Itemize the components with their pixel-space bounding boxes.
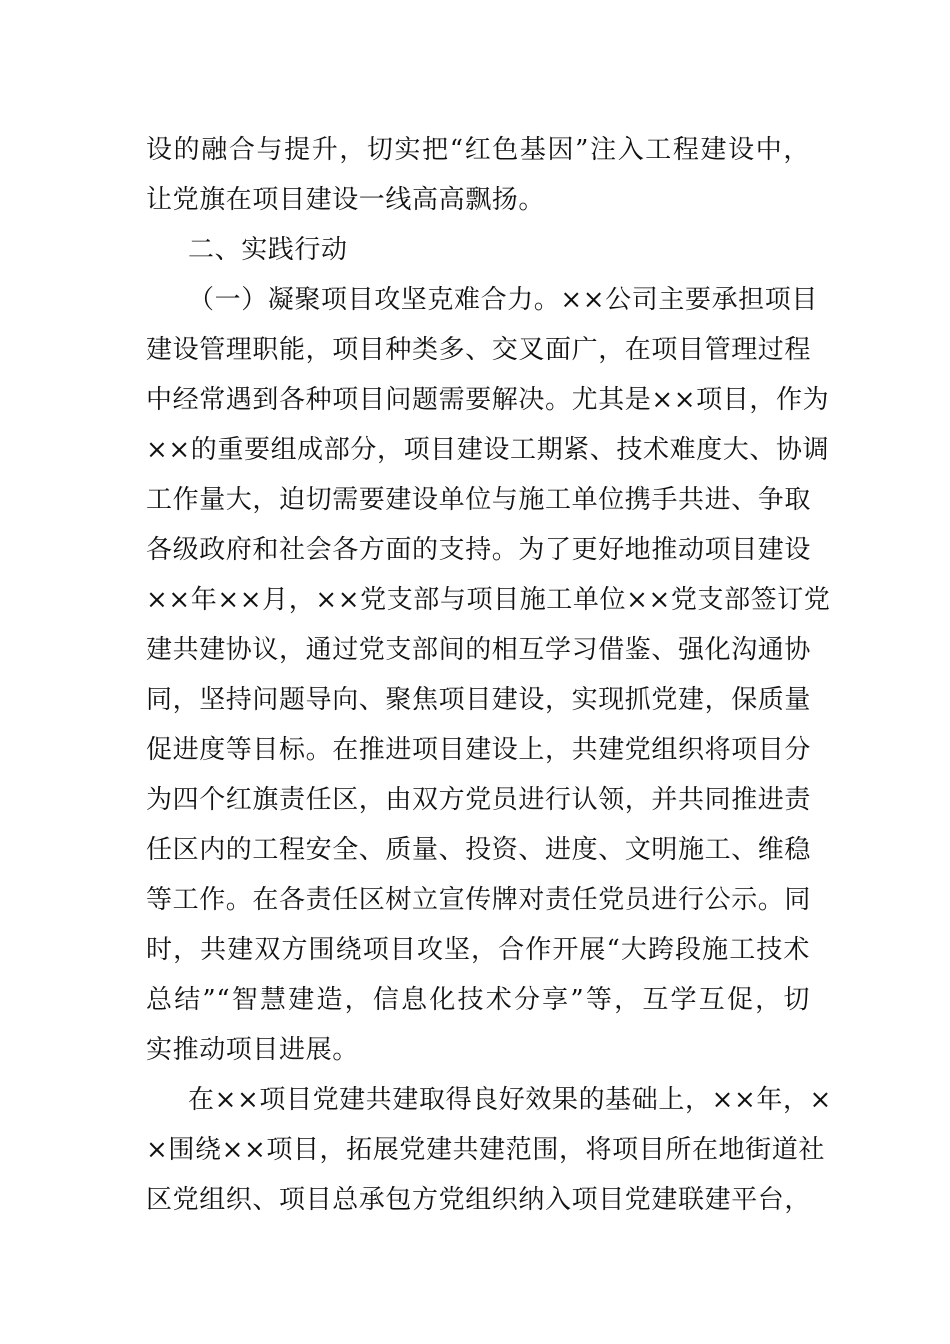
paragraph-line: （一）凝聚项目攻坚克难合力。××公司主要承担项目 [188, 285, 818, 315]
paragraph-line: 为四个红旗责任区，由双方党员进行认领，并共同推进责 [146, 785, 812, 815]
paragraph-line: ×围绕××项目，拓展党建共建范围，将项目所在地街道社 [146, 1135, 825, 1165]
paragraph-line: 设的融合与提升，切实把“红色基因”注入工程建设中， [146, 135, 810, 165]
paragraph-line: 促进度等目标。在推进项目建设上，共建党组织将项目分 [146, 735, 812, 765]
paragraph-line: 时，共建双方围绕项目攻坚，合作开展“大跨段施工技术 [146, 935, 810, 965]
paragraph-line: 任区内的工程安全、质量、投资、进度、文明施工、维稳 [146, 835, 812, 865]
paragraph-line: 等工作。在各责任区树立宣传牌对责任党员进行公示。同 [146, 885, 812, 915]
paragraph-line: 让党旗在项目建设一线高高飘扬。 [146, 185, 546, 215]
paragraph-line: 建设管理职能，项目种类多、交叉面广，在项目管理过程 [146, 335, 812, 365]
paragraph-line: 实推动项目进展。 [146, 1035, 359, 1065]
paragraph-line: 区党组织、项目总承包方党组织纳入项目党建联建平台， [146, 1185, 812, 1215]
section-heading: 二、实践行动 [188, 235, 348, 265]
paragraph-line: 总结”“智慧建造，信息化技术分享”等，互学互促，切 [146, 985, 810, 1015]
paragraph-line: 建共建协议，通过党支部间的相互学习借鉴、强化沟通协 [146, 635, 812, 665]
paragraph-line: 中经常遇到各种项目问题需要解决。尤其是××项目，作为 [146, 385, 830, 415]
paragraph-line: 同，坚持问题导向、聚焦项目建设，实现抓党建，保质量 [146, 685, 812, 715]
paragraph-line: ××的重要组成部分，项目建设工期紧、技术难度大、协调 [146, 435, 830, 465]
paragraph-line: 各级政府和社会各方面的支持。为了更好地推动项目建设 [146, 535, 812, 565]
paragraph-line: ××年××月，××党支部与项目施工单位××党支部签订党 [146, 585, 831, 615]
paragraph-line: 在××项目党建共建取得良好效果的基础上，××年，× [188, 1085, 832, 1115]
paragraph-line: 工作量大，迫切需要建设单位与施工单位携手共进、争取 [146, 485, 812, 515]
